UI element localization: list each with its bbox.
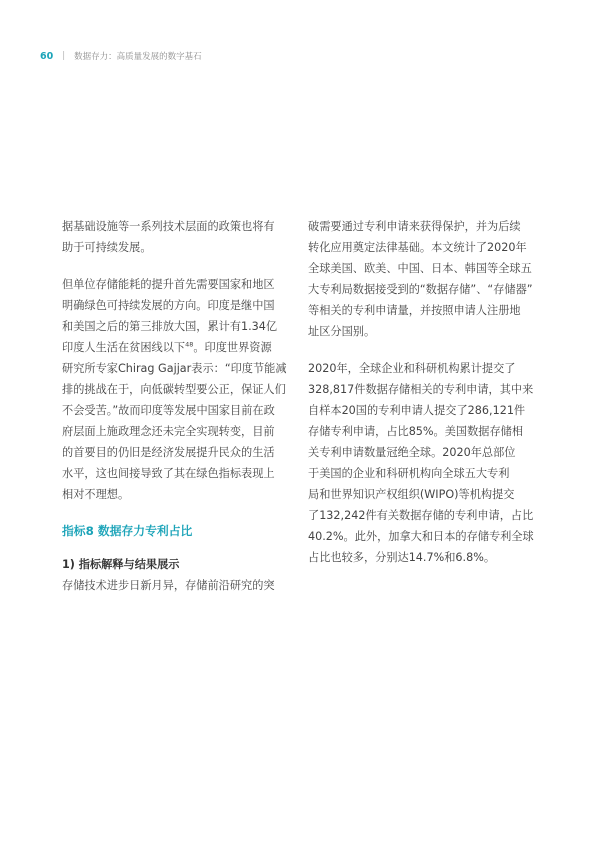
page-number: 60: [40, 50, 54, 62]
paragraph: 据基础设施等一系列技术层面的政策也将有 助于可持续发展。: [62, 220, 275, 254]
header-separator: |: [62, 51, 66, 61]
paragraph: 破需要通过专利申请来获得保护，并为后续 转化应用奠定法律基础。本文统计了2020年 全球美国、欧美、中国、日本、韩国等全球五 大专利局数据接受到的“数据存储”、“存储器” 等相关的专利申请量，并按照申请人注册地 址区分国别。: [308, 220, 533, 338]
right-column: [308, 216, 544, 584]
paragraph-text: 但单位存储能耗的提升首先需要国家和地区 明确绿色可持续发展的方向。印度是继中国 和美国之后的第三排放大国，累计有1.34亿 印度人生活在贫困线以下: [62, 278, 278, 354]
paragraph-text: 。印度世界资源 研究所专家Chirag Gajjar表示：“印度节能减 排的挑战在于，向低碳转型要公正，保证人们 不会受苦。”故而印度等发展中国家目前在政 府层面上施政理念还未完全实现转变，目前 的首要目的仍旧是经济发展提升民众的生活 水平，这也间接导致了其在绿色指标表现上 相对不理想。: [62, 341, 287, 501]
paragraph: 2020年，全球企业和科研机构累计提交了 328,817件数据存储相关的专利申请，其中来 自样本20国的专利申请人提交了286,121件 存储专利申请，占比85%。美国数据存储相 关专利申请数量冠绝全球。2020年总部位 于美国的企业和科研机构向全球五大专利 局和世界知识产权组织(WIPO)等机构提交 了132,242件有关数据存储的专利申请，占比 40.2%。此外，加拿大和日本的存储专利全球 占比也较多，分别达14.7%和6.8%。: [308, 362, 534, 564]
document-title: 数据存力：高质量发展的数字基石: [74, 52, 202, 62]
sub-heading: 1) 指标解释与结果展示: [62, 558, 180, 571]
paragraph: 存储技术进步日新月异，存储前沿研究的突: [62, 579, 275, 592]
section-title: 指标8 数据存力专利占比: [62, 524, 193, 538]
left-column: [62, 216, 298, 596]
page-header: [40, 48, 202, 64]
paragraph: [62, 274, 298, 505]
footnote-marker: 48: [185, 340, 194, 349]
